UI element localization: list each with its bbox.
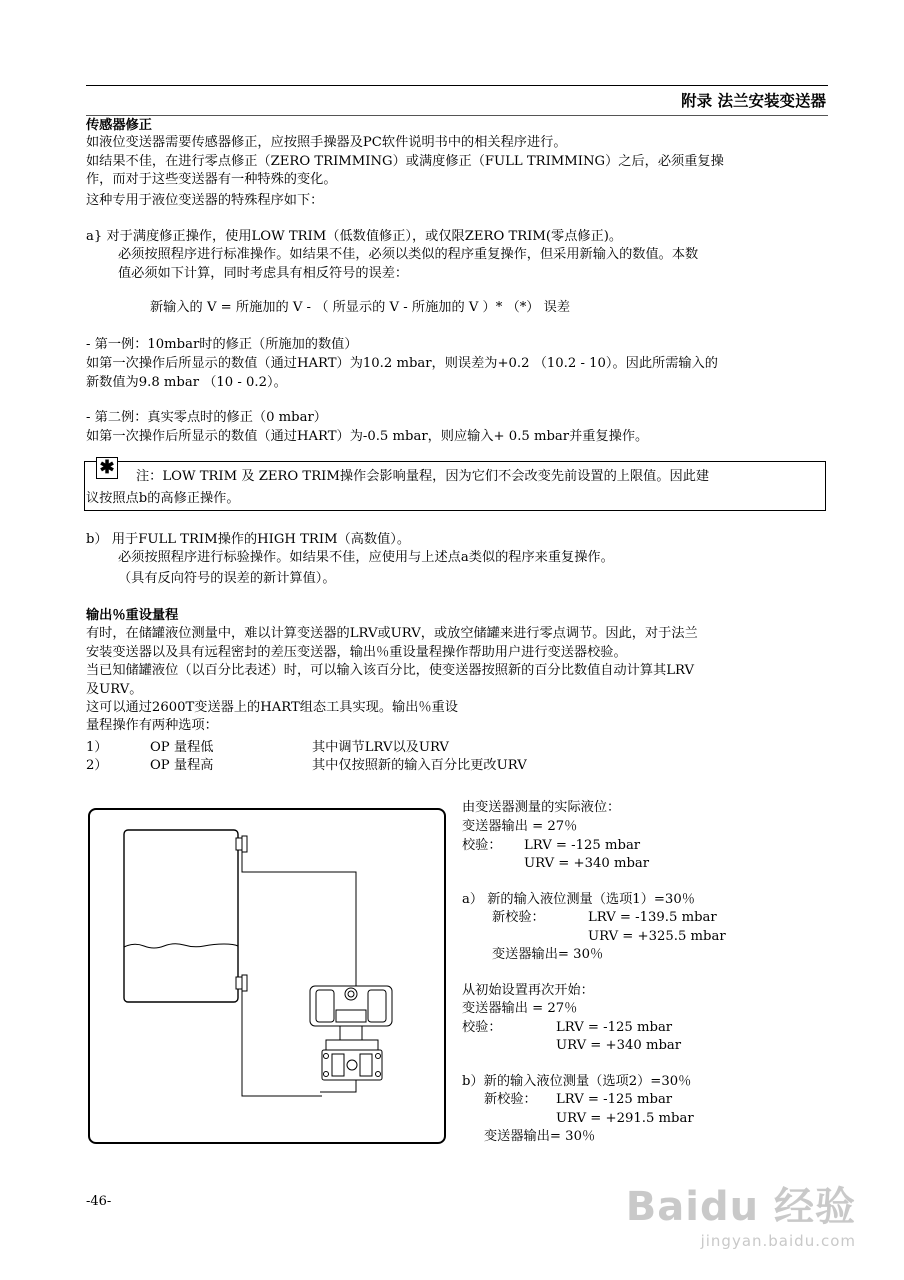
note-line: 注：LOW TRIM 及 ZERO TRIM操作会影响量程，因为它们不会改变先前设置的上限值。因此建 <box>136 469 710 484</box>
baidu-watermark <box>626 1175 856 1250</box>
item-b-line: （具有反向符号的误差的新计算值）。 <box>118 571 336 586</box>
side-value: LRV = -139.5 mbar <box>588 910 717 925</box>
paragraph: 及URV。 <box>86 682 143 697</box>
side-option-b-title: b）新的输入液位测量（选项2）=30％ <box>462 1074 692 1089</box>
note-line: 议按照点b的高修正操作。 <box>86 491 240 506</box>
item-b-line: 必须按照程序进行标验操作。如结果不佳，应使用与上述点a类似的程序来重复操作。 <box>118 550 614 565</box>
paragraph: 如结果不佳，在进行零点修正（ZERO TRIMMING）或满度修正（FULL TRIMMING）之后，必须重复操 <box>86 154 724 169</box>
watermark-url: jingyan.baidu.com <box>700 1232 856 1250</box>
tank-outline <box>124 830 238 1002</box>
side-text: 从初始设置再次开始： <box>462 983 594 998</box>
side-value: URV = +340 mbar <box>556 1038 682 1053</box>
option-2-desc: 其中仅按照新的输入百分比更改URV <box>312 758 527 773</box>
header-title: 附录 法兰安装变送器 <box>681 91 826 110</box>
side-value: LRV = -125 mbar <box>556 1020 673 1035</box>
option-2-name: OP 量程高 <box>150 758 214 773</box>
item-b-line: b） 用于FULL TRIM操作的HIGH TRIM（高数值）。 <box>86 532 411 547</box>
lower-flange <box>236 975 247 991</box>
side-text: 变送器输出= 30％ <box>484 1129 596 1144</box>
page-number: -46- <box>86 1194 112 1209</box>
side-label: 新校验： <box>484 1092 537 1107</box>
error-formula: 新输入的 V = 所施加的 V - （ 所显示的 V - 所施加的 V ）* （*） 误差 <box>150 300 571 315</box>
watermark-brand: Baidu 经验 <box>625 1184 856 1230</box>
side-text: 变送器输出= 30％ <box>492 947 604 962</box>
item-a-line: 必须按照程序进行标准操作。如结果不佳，必须以类似的程序重复操作，但采用新输入的数值。本数 <box>118 247 699 262</box>
side-value: URV = +340 mbar <box>524 856 650 871</box>
example-2-title: - 第二例：真实零点时的修正（0 mbar） <box>86 410 327 425</box>
paragraph: 如液位变送器需要传感器修正，应按照手操器及PC软件说明书中的相关程序进行。 <box>86 135 567 150</box>
asterisk-note-icon: ✱ <box>96 457 118 479</box>
header-rule <box>86 85 828 86</box>
side-label: 校验： <box>462 1020 502 1035</box>
side-label: 新校验： <box>492 910 545 925</box>
side-text: 变送器输出 = 27％ <box>462 1001 578 1016</box>
side-label: 校验： <box>462 838 502 853</box>
side-value: URV = +325.5 mbar <box>588 929 726 944</box>
item-a-line: a} 对于满度修正操作，使用LOW TRIM（低数值修正），或仅限ZERO TRIM(零点修正)。 <box>86 229 623 244</box>
tank-transmitter-diagram <box>88 808 446 1144</box>
paragraph: 这可以通过2600T变送器上的HART组态工具实现。输出％重设 <box>86 700 458 715</box>
paragraph: 安装变送器以及具有远程密封的差压变送器，输出％重设量程操作帮助用户进行变送器校验。 <box>86 645 627 660</box>
option-1-number: 1） <box>86 740 108 755</box>
example-1-line: 如第一次操作后所显示的数值（通过HART）为10.2 mbar，则误差为+0.2 （10.2 - 10）。因此所需输入的 <box>86 356 718 371</box>
paragraph: 有时，在储罐液位测量中，难以计算变送器的LRV或URV，或放空储罐来进行零点调节。因此，对于法兰 <box>86 626 698 641</box>
example-1-title: - 第一例：10mbar时的修正（所施加的数值） <box>86 337 358 352</box>
example-1-line: 新数值为9.8 mbar （10 - 0.2）。 <box>86 375 287 390</box>
paragraph: 作，而对于这些变送器有一种特殊的变化。 <box>86 172 337 187</box>
side-option-a-title: a） 新的输入液位测量（选项1）=30％ <box>462 892 695 907</box>
side-text: 由变送器测量的实际液位： <box>462 800 621 815</box>
side-value: LRV = -125 mbar <box>524 838 641 853</box>
side-value: URV = +291.5 mbar <box>556 1111 694 1126</box>
item-a-line: 值必须如下计算，同时考虑具有相反符号的误差： <box>118 266 409 281</box>
section-heading-sensor-trim: 传感器修正 <box>86 118 152 133</box>
paragraph: 量程操作有两种选项： <box>86 718 218 733</box>
tank-diagram-svg <box>90 810 444 1142</box>
side-text: 变送器输出 = 27％ <box>462 819 578 834</box>
option-2-number: 2） <box>86 758 108 773</box>
upper-flange <box>236 836 247 852</box>
transmitter <box>310 986 392 1080</box>
example-2-line: 如第一次操作后所显示的数值（通过HART）为-0.5 mbar，则应输入+ 0.5 mbar并重复操作。 <box>86 429 649 444</box>
side-value: LRV = -125 mbar <box>556 1092 673 1107</box>
paragraph: 这种专用于液位变送器的特殊程序如下： <box>86 193 324 208</box>
paragraph: 当已知储罐液位（以百分比表述）时，可以输入该百分比，使变送器按照新的百分比数值自动计算其LRV <box>86 663 694 678</box>
option-1-desc: 其中调节LRV以及URV <box>312 740 449 755</box>
header-rule-bottom <box>86 115 828 116</box>
section-heading-output-rerange: 输出％重设量程 <box>86 608 179 623</box>
option-1-name: OP 量程低 <box>150 740 214 755</box>
